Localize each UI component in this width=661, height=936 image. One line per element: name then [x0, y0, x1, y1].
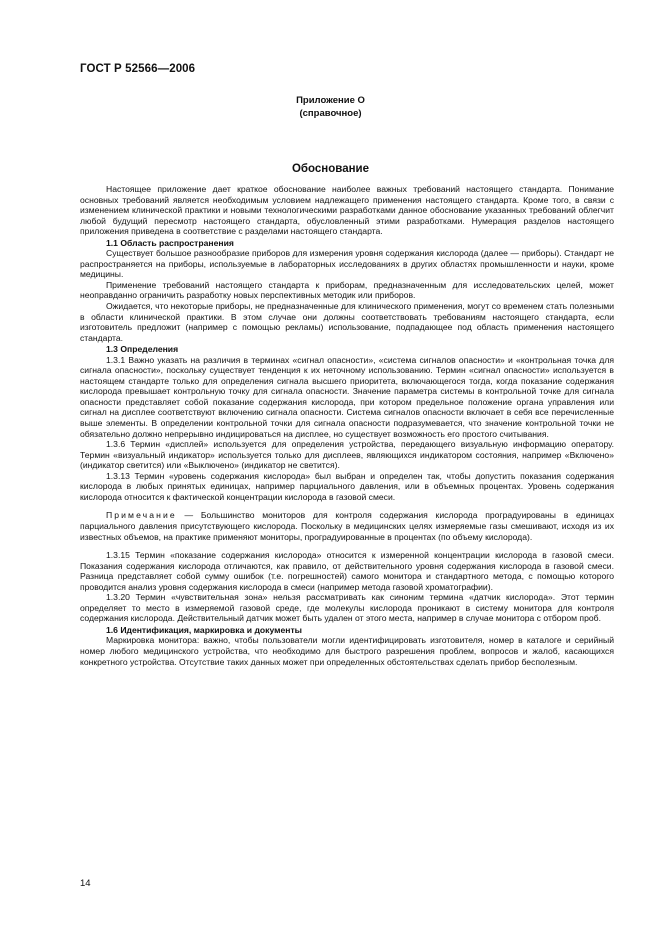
paragraph-1-3-20: 1.3.20 Термин «чувствительная зона» нельзя рассматривать как синоним термина «датчик кислорода». Этот термин определяет то место в измеряемой газовой среде, где молекулы кислорода проникают в систему монитора для контроля содержания кислорода. Действительный датчик может быть удален от этого места, например в случае монитора с отбором проб. — [80, 592, 614, 624]
standard-number: ГОСТ Р 52566—2006 — [80, 63, 196, 75]
paragraph: Существует большое разнообразие приборов для измерения уровня содержания кислорода (далее — приборы). Стандарт не распространяется на приборы, используемые в лабораторных исследованиях в других областях промышленности и науки, кроме медицины. — [80, 248, 614, 280]
section-heading-1-6: 1.6 Идентификация, маркировка и документы — [106, 624, 302, 635]
note-text: — Большинство мониторов для контроля содержания кислорода проградуированы в единицах парциального давления присутствующего кислорода. Поскольку в медицинских целях измеряемые газы смешивают, исходя из их известных объемов, на практике применяют мониторы, проградуированные в процентах (по объему кислорода). — [80, 510, 614, 542]
note-label: Примечание — [106, 510, 177, 521]
paragraph-1-3-6: 1.3.6 Термин «дисплей» используется для определения устройства, передающего визуальную информацию оператору. Термин «визуальный индикатор» используется только для дисплеев, являющихся индикатором состояния, например «Включено» (индикатор светится) или «Выключено» (индикатор не светится). — [80, 439, 614, 471]
page-title: Обоснование — [291, 163, 369, 175]
section-heading-1-3: 1.3 Определения — [106, 344, 179, 355]
appendix-type: (справочное) — [299, 108, 362, 119]
paragraph-marking: Маркировка монитора: важно, чтобы пользователи могли идентифицировать изготовителя, номер в каталоге и серийный номер любого медицинского устройства, что необходимо для быстрого разрешения проблем, вопросов и жалоб, касающихся конкретного устройства. Отсутствие таких данных может при определенных обстоятельствах сделать прибор бесполезным. — [80, 635, 614, 667]
document-body — [80, 184, 614, 667]
section-heading-1-1: 1.1 Область распространения — [106, 237, 234, 248]
paragraph-1-3-1: 1.3.1 Важно указать на различия в терминах «сигнал опасности», «система сигналов опасности» и «контрольная точка для сигнала опасности», поскольку существует тенденция к их неточному использованию. Термин «сигнал опасности» используется в настоящем стандарте только для определения сигнала высшего приоритета, включающегося тогда, когда показание содержания кислорода превышает контрольную точку для сигнала опасности. Значение параметра системы в контрольной точке для сигнала опасности представляет собой показание содержания кислорода, при котором предельное положение органа управления или сигнал на дисплее соответствуют включению сигнала опасности. Система сигналов опасности включает в себя все перечисленные выше элементы. В определении контрольной точки для сигнала опасности подразумевается, что значение контрольной точки не обязательно должно непрерывно индицироваться на дисплее, но существует возможность его простого считывания. — [80, 354, 614, 439]
page-number: 14 — [80, 878, 91, 889]
paragraph-1-3-15: 1.3.15 Термин «показание содержания кислорода» относится к измеренной концентрации кислорода в газовой смеси. Показания содержания кислорода отличаются, как правило, от действительного уровня содержания кислорода в газовой смеси. Разница представляет собой сумму ошибок (т.е. погрешностей) самого монитора и стандартного метода, с помощью которого проводится анализ уровня содержания кислорода в смеси (например метода газовой хроматографии). — [80, 550, 614, 592]
paragraph: Применение требований настоящего стандарта к приборам, предназначенным для исследовательских целей, может неоправданно ограничить разработку новых перспективных методик или приборов. — [80, 279, 614, 301]
paragraph: Ожидается, что некоторые приборы, не предназначенные для клинического применения, могут со временем стать полезными в области клинической практики. В этом случае они должны соответствовать требованиям настоящего стандарта, если изготовитель предложит (например с помощью рекламы) использование, подпадающее под область применения настоящего стандарта. — [80, 301, 614, 343]
appendix-label: Приложение О — [296, 95, 365, 106]
paragraph-1-3-13: 1.3.13 Термин «уровень содержания кислорода» был выбран и определен так, чтобы допустить показания содержания кислорода в любых принятых единицах, например парциального давления, или в объемных процентах. Уровень содержания кислорода относится к фактической концентрации кислорода в газовой смеси. — [80, 470, 614, 502]
paragraph-intro: Настоящее приложение дает краткое обоснование наиболее важных требований настоящего стандарта. Понимание основных требований является необходимым условием надлежащего применения настоящего стандарта. Кроме того, в связи с изменением клинической практики и новыми технологическими разработками данное обоснование указанных требований облегчит любой будущий пересмотр настоящего стандарта, обусловленный этими разработками. Нумерация разделов настоящего приложения приведена в соответствие с разделами настоящего стандарта. — [80, 184, 614, 237]
note-paragraph — [80, 510, 614, 542]
